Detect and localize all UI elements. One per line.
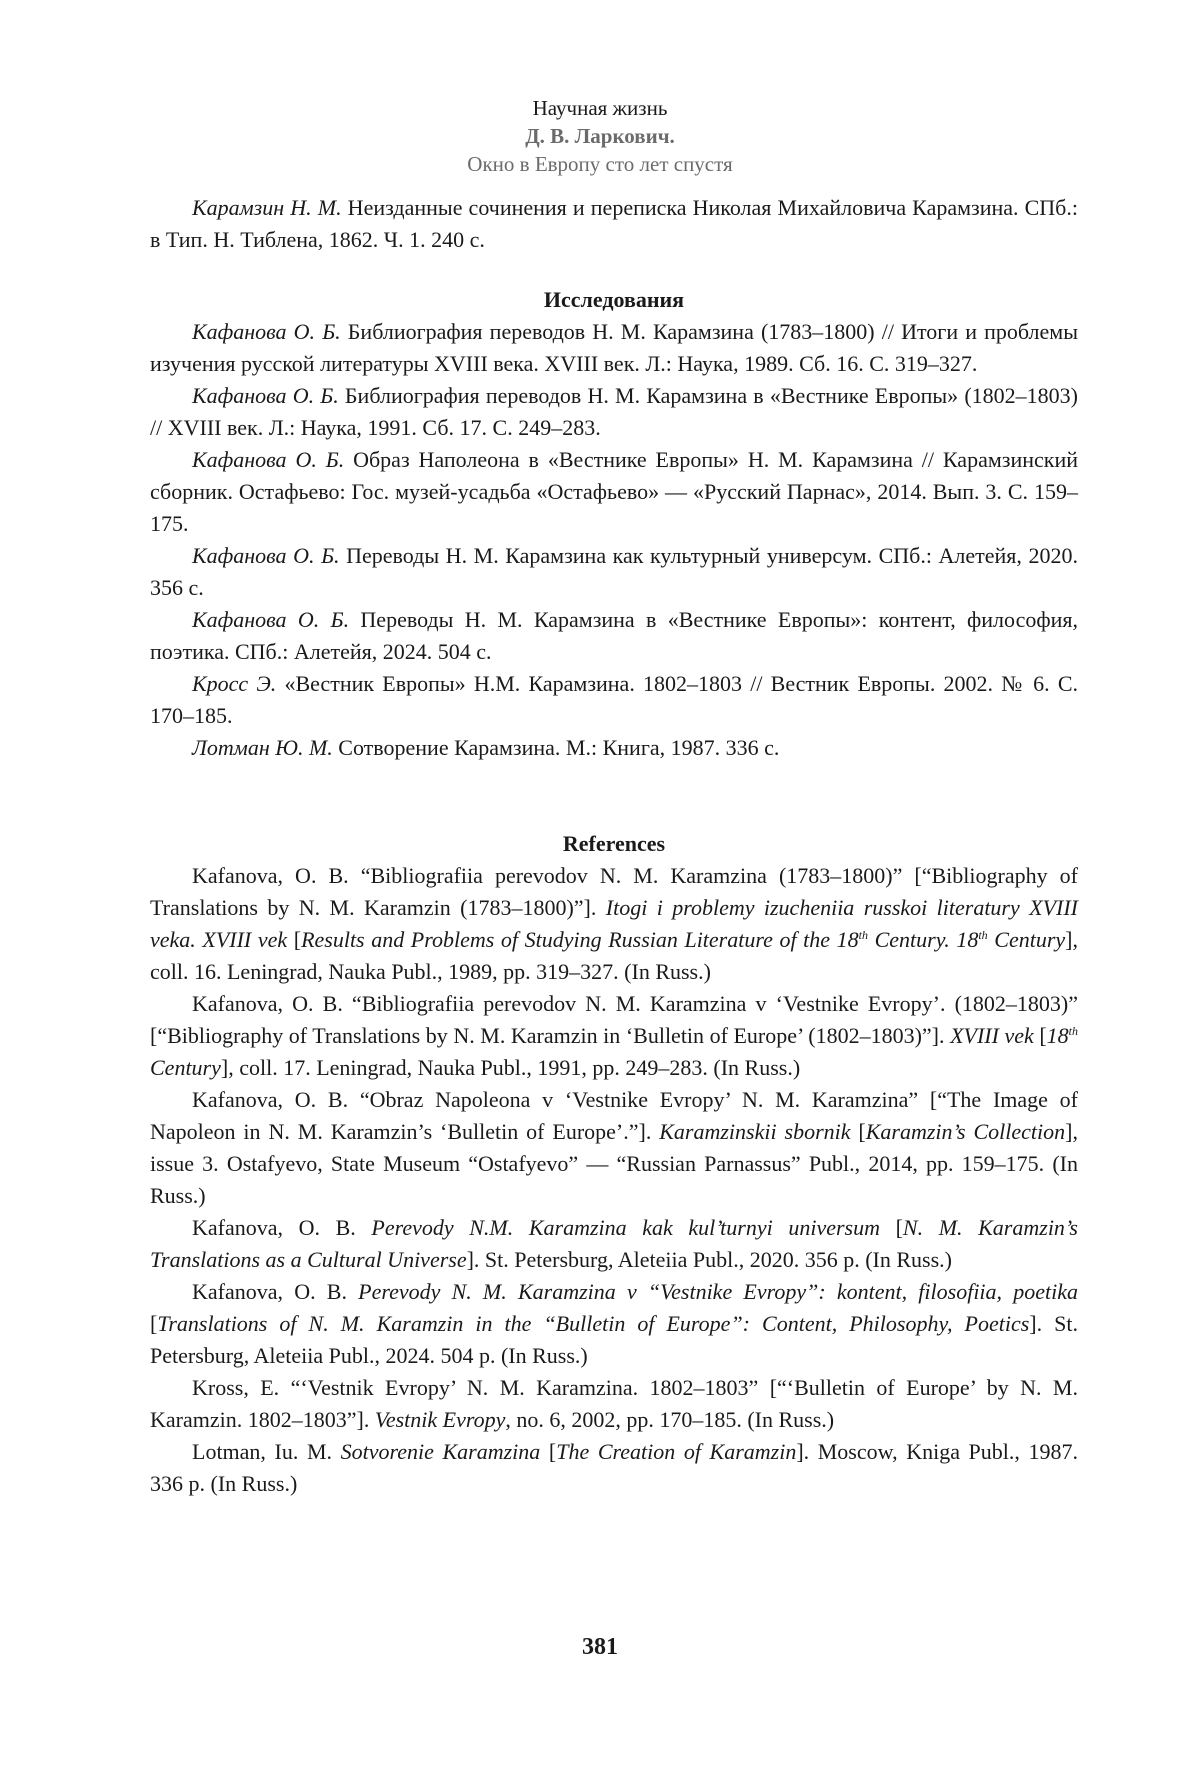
- reference-entry: [150, 1372, 1078, 1436]
- bibliography-content: [150, 192, 1078, 1500]
- ref-superscript: th: [1069, 1024, 1078, 1038]
- ref-text: ]. St. Petersburg, Aleteiia Publ., 2024. 504 p. (In Russ.): [150, 1311, 1078, 1368]
- ref-italic: Itogi i problemy izucheniia russkoi literatury XVIII veka. XVIII vek: [150, 895, 1078, 952]
- entry-author: Кафанова О. Б.: [192, 319, 341, 344]
- ref-italic: XVIII vek: [950, 1023, 1034, 1048]
- entry-text: Переводы Н. М. Карамзина как культурный универсум. СПб.: Алетейя, 2020. 356 с.: [150, 543, 1078, 600]
- reference-entry: [150, 1084, 1078, 1212]
- entry-text: Неизданные сочинения и переписка Николая Михайловича Карамзина. СПб.: в Тип. Н. Тиблена, 1862. Ч. 1. 240 с.: [150, 195, 1078, 252]
- ref-text: ]. St. Petersburg, Aleteiia Publ., 2020. 356 p. (In Russ.): [467, 1247, 952, 1272]
- reference-entry: [150, 1212, 1078, 1276]
- ref-text: [: [851, 1119, 866, 1144]
- reference-entry: [150, 860, 1078, 988]
- entry-author: Карамзин Н. М.: [192, 195, 342, 220]
- ref-text: ], coll. 16. Leningrad, Nauka Publ., 1989, pp. 319–327. (In Russ.): [150, 927, 1078, 984]
- ref-text: [: [880, 1215, 903, 1240]
- ref-italic-part: Century: [150, 1055, 221, 1080]
- running-header: [0, 94, 1200, 178]
- ref-text: Kafanova, O. B.: [192, 1215, 371, 1240]
- ref-text: [: [287, 927, 301, 952]
- header-author: Д. В. Ларкович.: [0, 122, 1200, 150]
- ref-superscript: th: [978, 928, 987, 942]
- reference-entry: [150, 1436, 1078, 1500]
- header-section: Научная жизнь: [0, 94, 1200, 122]
- ref-italic: N. M. Karamzin’s Translations as a Cultural Universe: [150, 1215, 1078, 1272]
- references-heading: References: [150, 828, 1078, 860]
- research-heading: Исследования: [150, 284, 1078, 316]
- ref-italic: Perevody N.M. Karamzina kak kul’turnyi universum: [371, 1215, 880, 1240]
- header-article-title: Окно в Европу сто лет спустя: [0, 150, 1200, 178]
- entry-author: Лотман Ю. М.: [192, 735, 333, 760]
- ref-superscript: th: [859, 928, 868, 942]
- ref-italic: Vestnik Evropy: [375, 1407, 506, 1432]
- ref-italic: Perevody N. M. Karamzina v “Vestnike Evropy”: kontent, filosofiia, poetika: [358, 1279, 1078, 1304]
- entry-text: «Вестник Европы» Н.М. Карамзина. 1802–1803 // Вестник Европы. 2002. № 6. С. 170–185.: [150, 671, 1078, 728]
- entry-text: Образ Наполеона в «Вестнике Европы» Н. М. Карамзина // Карамзинский сборник. Остафьево: Гос. музей-усадьба «Остафьево» — «Русский Парнас», 2014. Вып. 3. С. 159–175.: [150, 447, 1078, 536]
- ref-text: ]. Moscow, Kniga Publ., 1987. 336 p. (In Russ.): [150, 1439, 1078, 1496]
- ref-italic: [301, 927, 1065, 952]
- entry-text: Библиография переводов Н. М. Карамзина в «Вестнике Европы» (1802–1803) // XVIII век. Л.: Наука, 1991. Сб. 17. С. 249–283.: [150, 383, 1078, 440]
- ref-italic-part: Results and Problems of Studying Russian Literature of the 18: [301, 927, 859, 952]
- ref-italic: Karamzinskii sbornik: [659, 1119, 850, 1144]
- entry-author: Кафанова О. Б.: [192, 447, 344, 472]
- ref-text: [: [150, 1311, 157, 1336]
- research-entry: [150, 732, 1078, 764]
- ref-text: Lotman, Iu. M.: [192, 1439, 341, 1464]
- source-entry: [150, 192, 1078, 256]
- ref-text: Kafanova, O. B.: [192, 1279, 358, 1304]
- ref-text: [: [540, 1439, 556, 1464]
- ref-text: Kafanova, O. B. “Bibliografiia perevodov N. M. Karamzina v ʻVestnike Evropy’. (1802–1803)” [“Bibliography of Translations by N. M. Karamzin in ʻBulletin of Europe’ (1802–1803)”].: [150, 991, 1078, 1048]
- reference-entry: [150, 1276, 1078, 1372]
- ref-text: , no. 6, 2002, pp. 170–185. (In Russ.): [505, 1407, 834, 1432]
- ref-italic: Karamzin’s Collection: [866, 1119, 1065, 1144]
- ref-text: [: [1034, 1023, 1047, 1048]
- research-entry: [150, 316, 1078, 380]
- entry-text: Сотворение Карамзина. М.: Книга, 1987. 336 с.: [333, 735, 780, 760]
- entry-author: Кросс Э.: [192, 671, 276, 696]
- ref-text: Kafanova, O. B. “Bibliografiia perevodov N. M. Karamzina (1783–1800)” [“Bibliography of Translations by N. M. Karamzin (1783–1800)”].: [150, 863, 1078, 920]
- ref-italic-part: Century. 18: [868, 927, 978, 952]
- page-number: 381: [0, 1634, 1200, 1661]
- ref-text: Kafanova, O. B. “Obraz Napoleona v ʻVestnike Evropy’ N. M. Karamzina” [“The Image of Napoleon in N. M. Karamzin’s ʻBulletin of Europe’.”].: [150, 1087, 1078, 1144]
- journal-page: [0, 0, 1200, 1780]
- entry-author: Кафанова О. Б.: [192, 383, 339, 408]
- entry-author: Кафанова О. Б.: [192, 607, 349, 632]
- research-entry: [150, 444, 1078, 540]
- ref-text: ], issue 3. Ostafyevo, State Museum “Ostafyevo” — “Russian Parnassus” Publ., 2014, pp. 159–175. (In Russ.): [150, 1119, 1078, 1208]
- reference-entry: [150, 988, 1078, 1084]
- research-entry: [150, 380, 1078, 444]
- research-entry: [150, 668, 1078, 732]
- ref-text: ], coll. 17. Leningrad, Nauka Publ., 1991, pp. 249–283. (In Russ.): [221, 1055, 800, 1080]
- ref-italic-part: 18: [1047, 1023, 1069, 1048]
- research-entry: [150, 604, 1078, 668]
- entry-author: Кафанова О. Б.: [192, 543, 340, 568]
- ref-italic: Translations of N. M. Karamzin in the “Bulletin of Europe”: Content, Philosophy, Poetics: [157, 1311, 1029, 1336]
- ref-italic: Sotvorenie Karamzina: [341, 1439, 541, 1464]
- ref-text: Kross, E. “ʻVestnik Evropy’ N. M. Karamzina. 1802–1803” [“ʻBulletin of Europe’ by N. M. Karamzin. 1802–1803”].: [150, 1375, 1078, 1432]
- entry-text: Переводы Н. М. Карамзина в «Вестнике Европы»: контент, философия, поэтика. СПб.: Алетейя, 2024. 504 с.: [150, 607, 1078, 664]
- ref-italic: The Creation of Karamzin: [556, 1439, 796, 1464]
- research-entry: [150, 540, 1078, 604]
- ref-italic-part: Century: [988, 927, 1065, 952]
- entry-text: Библиография переводов Н. М. Карамзина (1783–1800) // Итоги и проблемы изучения русской литературы XVIII века. XVIII век. Л.: Наука, 1989. Сб. 16. С. 319–327.: [150, 319, 1078, 376]
